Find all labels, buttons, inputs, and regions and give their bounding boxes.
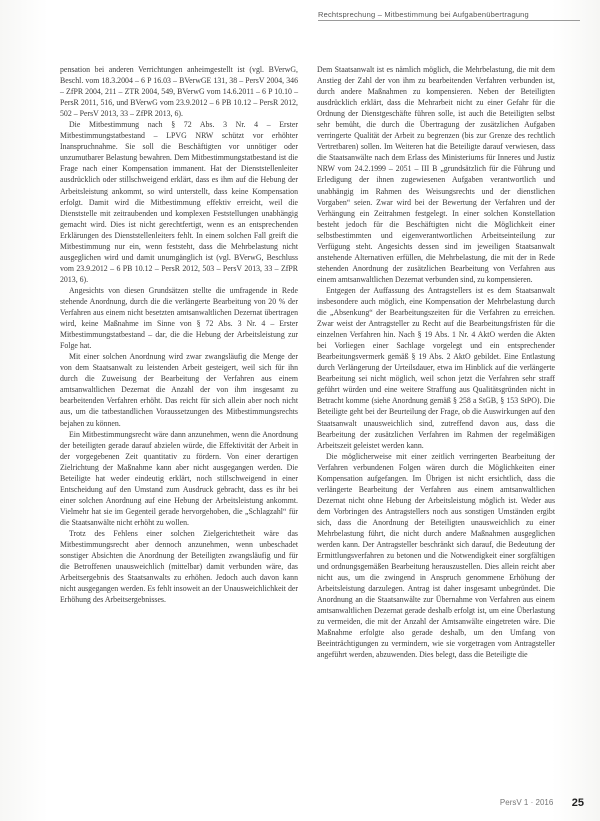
paragraph: Dem Staatsanwalt ist es nämlich möglich, die Mehrbelastung, die mit dem Anstieg der Zahl der von ihm zu bearbeitenden Verfahren verbunden ist, durch andere Maßnahmen zu kompensieren. Neben der Beteiligten ausdrücklich erklärt, dass die Mehrarbeit nicht zu einer Gefahr für die Ordnung der Dienstgeschäfte führen solle, ist auch die Beteiligten selbst sehr bemüht, die durch die Übertragung der zusätzlichen Aufgaben verringerte Qualität der Arbeit zu begrenzen (bis zur Grenze des rechtlich Vertretbaren) sollen. Im Weiteren hat die Beteiligte darauf verwiesen, dass die Staatsanwälte nach dem Erlass des Ministeriums für Inneres und Justiz NRW vom 24.2.1999 – 2051 – III B „grundsätzlich für die Führung und Erledigung der ihnen zugewiesenen Aufgaben verantwortlich und unabhängig im Rahmen des Weisungsrechts und der dienstlichen Vorgaben“ seien. Zwar wird bei der Bewertung der Verfahren und der Verhängung ein Zeitrahmen festgelegt. In einer solchen Konstellation besteht jedoch für die Beschäftigten nicht die Möglichkeit einer selbstbestimmten und eigenverantwortlichen Arbeitseinteilung zur Verfügung steht. Angesichts dessen sind im jeweiligen Staatsanwalt anstehende Alternativen erfüllen, die Mehrbelastung, die mit der in Rede stehenden Anordnung der zusätzlichen Bearbeitung von Verfahren aus einem amtsanwaltlichen Dezernat verbunden sind, zu kompensieren. [317, 65, 555, 284]
left-text-column [60, 64, 298, 605]
page-footer [500, 794, 584, 812]
paragraph: Mit einer solchen Anordnung wird zwar zwangsläufig die Menge der von dem Staatsanwalt zu leistenden Arbeit gesteigert, weil sich für ihn durch die Zuweisung der Bearbeitung der Verfahren aus einem amtsanwaltlichen Dezernat die Anzahl der von ihm insgesamt zu bearbeitenden Verfahren erhöht. Das reicht für sich allein aber noch nicht aus, um die tatbestandlichen Voraussetzungen des Mitbestimmungsrechts bejahen zu können. [60, 352, 298, 428]
paragraph: Die Mitbestimmung nach § 72 Abs. 3 Nr. 4 – Erster Mitbestimmungstatbestand – LPVG NRW schützt vor erhöhter Inanspruchnahme. Sie soll die Beschäftigten vor unnötiger oder unzumutbarer Belastung bewahren. Dem Mitbestimmungstatbestand ist die Frage nach einer Kompensation immanent. Hat der Dienststellenleiter ausdrücklich oder stillschweigend erklärt, dass es ihm auf die Hebung der Arbeitsleistung ankommt, so wird unterstellt, dass keine Kompensation erfolgt. Damit wird die Mitbestimmung effektiv erreicht, weil die Dienststelle mit zeitraubenden und komplexen Feststellungen unabhängig gemacht wird. Dies ist nicht gerechtfertigt, wenn es an entsprechenden Erklärungen des Dienststellenleiters fehlt. In einem solchen Fall greift die Mitbestimmung nur ein, wenn feststeht, dass die Mehrbelastung nicht ausgeglichen wird und damit unumgänglich ist (vgl. BVerwG, Beschluss vom 23.9.2012 – 6 PB 10.12 – PersR 2012, 503 – PersV 2013, 33 – ZfPR 2013, 6). [60, 120, 298, 284]
paragraph: Entgegen der Auffassung des Antragstellers ist es dem Staatsanwalt insbesondere auch möglich, eine Kompensation der Mehrbelastung durch die „Absenkung“ der Bearbeitungszeiten für die Verfahren zu erreichen. Zwar weist der Antragsteller zu Recht auf die Bearbeitungsfristen für die einzelnen Verfahren hin. Nach § 19 Abs. 1 Nr. 4 AktO werden die Akten bei Vorliegen einer Sachlage vorgelegt und ein entsprechender Bearbeitungsvermerk gemäß § 19 Abs. 2 AktO gebildet. Eine Entlastung durch Verlängerung der Urteilsdauer, etwa im Hinblick auf die verlängerte Bearbeitung sei nicht möglich, weil schon jetzt die Verfahren sehr straff geführt würden und eine weitere Straffung aus Qualitätsgründen nicht in Betracht komme (siehe Anordnung gemäß § 258 a StGB, § 153 StPO). Die Beteiligte geht bei der Beurteilung der Frage, ob die Auswirkungen auf den Staatsanwalt unausweichlich sind, zutreffend davon aus, dass die Bearbeitung der zusätzlichen Verfahren im Rahmen der regelmäßigen Arbeitszeit geleistet werden kann. [317, 285, 555, 450]
running-head: Rechtsprechung – Mitbestimmung bei Aufgabenübertragung [318, 10, 529, 19]
paragraph: Angesichts von diesen Grundsätzen stellte die umfragende in Rede stehende Anordnung, durch die die verlängerte Bearbeitung von 20 % der Verfahren aus einem nicht besetzten amtsanwaltlichen Dezernat übertragen wird, keine Maßnahme im Sinne von § 72 Abs. 3 Nr. 4 – Erster Mitbestimmungstatbestand – dar, die die Hebung der Arbeitsleistung zur Folge hat. [60, 285, 298, 351]
journal-issue: PersV 1 · 2016 [499, 798, 554, 808]
right-text-column [317, 64, 555, 661]
paragraph: pensation bei anderen Verrichtungen anheimgestellt ist (vgl. BVerwG, Beschl. vom 18.3.2004 – 6 P 16.03 – BVerwGE 131, 38 – PersV 2004, 346 – ZfPR 2004, 211 – ZTR 2004, 549, BVerwG vom 14.6.2011 – 6 P 10.10 – PersR 2011, 516, und BVerwG vom 23.9.2012 – 6 PB 10.12 – PersR 2012, 502 – PersV 2013, 33 – ZfPR 2013, 6). [60, 65, 298, 119]
header-rule [318, 20, 580, 21]
page-number: 25 [571, 796, 584, 809]
paragraph: Die möglicherweise mit einer zeitlich verringerten Bearbeitung der Verfahren verbundenen Folgen wären durch die Möglichkeiten einer Kompensation aufgefangen. Im Übrigen ist nicht ersichtlich, dass die verlängerte Bearbeitung der Verfahren aus einem amtsanwaltlichen Dezernat nicht ohne Hebung der Arbeitsleistung möglich ist. Weder aus dem Vorbringen des Antragstellers noch aus sonstigen Umständen ergibt sich, dass die Anordnung der Beteiligten unausweichlich zu einer Mehrbelastung führt, die nicht durch andere Maßnahmen ausgeglichen werden kann. Der Antragsteller beschränkt sich darauf, die Bedeutung der Ermittlungsverfahren zu betonen und die Notwendigkeit einer sorgfältigen und ordnungsgemäßen Bearbeitung herauszustellen. Dies allein reicht aber nicht aus, um die zwingend in Anspruch genommene Erhöhung der Arbeitsleistung darzulegen. Antrag ist daher insgesamt unbegründet. Die Anordnung an die Staatsanwälte zur Übernahme von Verfahren aus einem amtsanwaltlichen Dezernat gerade deshalb erfolgt ist, um eine Überlastung zu vermeiden, die mit der Anzahl der Amtsanwälte eingetreten wäre. Die Maßnahme erfolgte also gerade deshalb, um den Umfang von Beeinträchtigungen zu vermindern, wie sie vorgetragen vom Antragsteller angeführt werden, abzuwenden. Dies belegt, dass die Beteiligte die [317, 451, 555, 660]
paragraph: Ein Mitbestimmungsrecht wäre dann anzunehmen, wenn die Anordnung der beteiligten gerade darauf abzielen würde, die Effektivität der Arbeit in der vorgegebenen Zeit quantitativ zu fördern. Von einer derartigen Zielrichtung der Maßnahme kann aber nicht ausgegangen werden. Die Beteiligte hat weder eindeutig erklärt, noch stillschweigend in einer Entscheidung auf den Umstand zum Ausdruck gebracht, dass es ihr bei einer solchen Anordnung auf eine Hebung der Arbeitsleistung ankommt. Vielmehr hat sie im Gegenteil gerade hervorgehoben, die „Schlagzahl“ für die Staatsanwälte nicht erhöht zu wollen. [60, 429, 298, 527]
paragraph: Trotz des Fehlens einer solchen Zielgerichtetheit wäre das Mitbestimmungsrecht aber dennoch anzunehmen, wenn unbeschadet sonstiger Absichten die Anordnung der Beteiligten zwangsläufig und für die Betroffenen unausweichlich (mittelbar) damit verbunden wäre, das Arbeitsergebnis des Staatsanwalts zu erhöhen. Jedoch auch davon kann nicht ausgegangen werden. Es fehlt insoweit an der Unausweichlichkeit der Erhöhung des Arbeitsergebnisses. [60, 528, 298, 605]
